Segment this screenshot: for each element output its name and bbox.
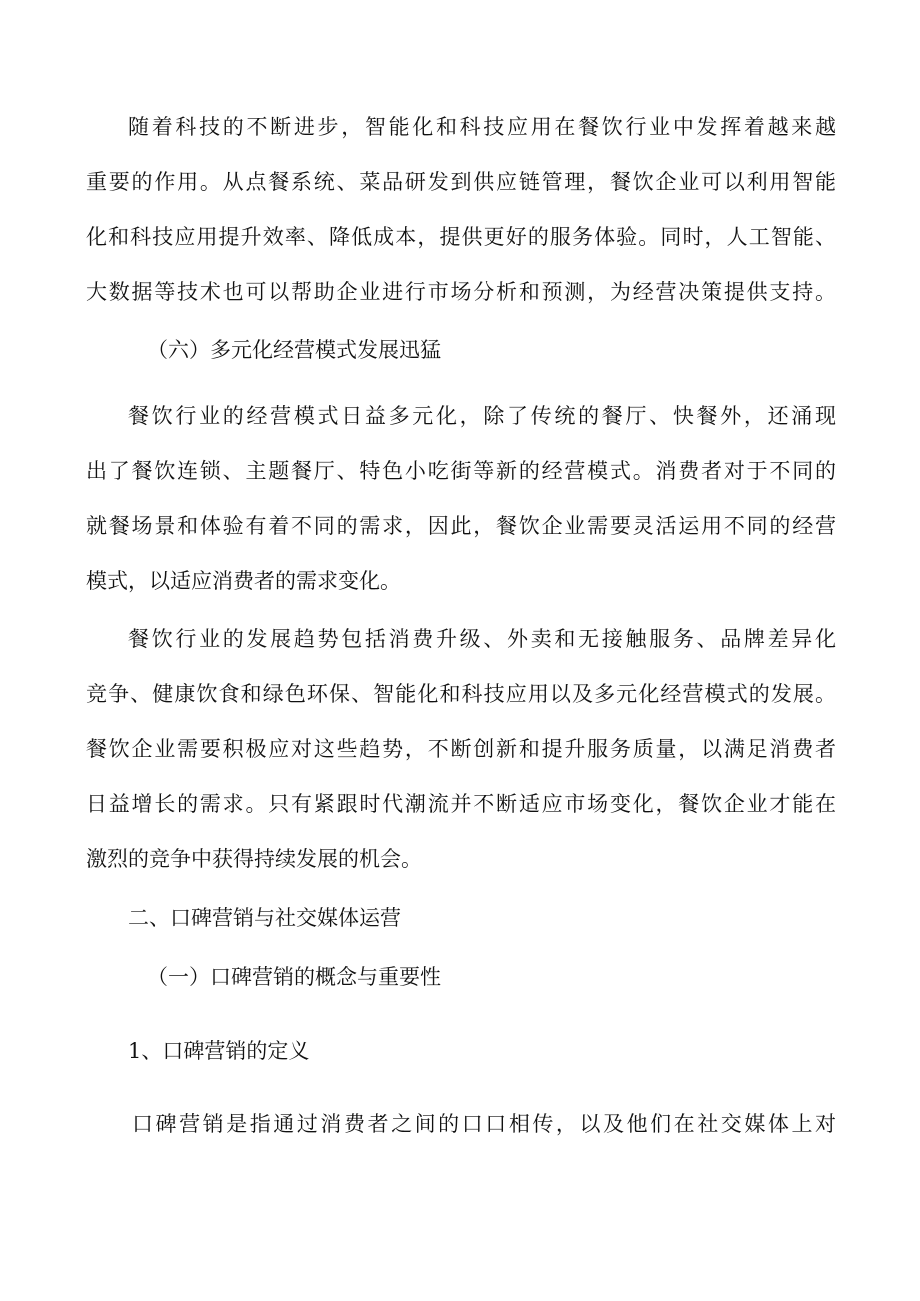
paragraph-line: 重要的作用。从点餐系统、菜品研发到供应链管理，餐饮企业可以利用智能 — [86, 170, 836, 194]
paragraph-line: 大数据等技术也可以帮助企业进行市场分析和预测，为经营决策提供支持。 — [86, 280, 836, 304]
paragraph-line: 口碑营销是指通过消费者之间的口口相传，以及他们在社交媒体上对 — [132, 1112, 836, 1136]
paragraph-line: 激烈的竞争中获得持续发展的机会。 — [86, 847, 422, 871]
paragraph-line: 竞争、健康饮食和绿色环保、智能化和科技应用以及多元化经营模式的发展。 — [86, 682, 836, 706]
section-heading: （一）口碑营销的概念与重要性 — [147, 965, 441, 989]
paragraph-line: 模式，以适应消费者的需求变化。 — [86, 569, 401, 593]
subsection-heading: 1、口碑营销的定义 — [128, 1039, 310, 1063]
paragraph-line: 随着科技的不断进步，智能化和科技应用在餐饮行业中发挥着越来越 — [128, 115, 836, 139]
chapter-heading: 二、口碑营销与社交媒体运营 — [128, 906, 401, 930]
paragraph-line: 日益增长的需求。只有紧跟时代潮流并不断适应市场变化，餐饮企业才能在 — [86, 792, 836, 816]
paragraph-line: 餐饮企业需要积极应对这些趋势，不断创新和提升服务质量，以满足消费者 — [86, 737, 836, 761]
paragraph-line: 餐饮行业的经营模式日益多元化，除了传统的餐厅、快餐外，还涌现 — [128, 404, 836, 428]
paragraph-line: 餐饮行业的发展趋势包括消费升级、外卖和无接触服务、品牌差异化 — [128, 627, 836, 651]
paragraph-line: 出了餐饮连锁、主题餐厅、特色小吃街等新的经营模式。消费者对于不同的 — [86, 459, 836, 483]
section-heading: （六）多元化经营模式发展迅猛 — [147, 338, 441, 362]
paragraph-line: 化和科技应用提升效率、降低成本，提供更好的服务体验。同时，人工智能、 — [86, 225, 836, 249]
paragraph-line: 就餐场景和体验有着不同的需求，因此，餐饮企业需要灵活运用不同的经营 — [86, 514, 836, 538]
